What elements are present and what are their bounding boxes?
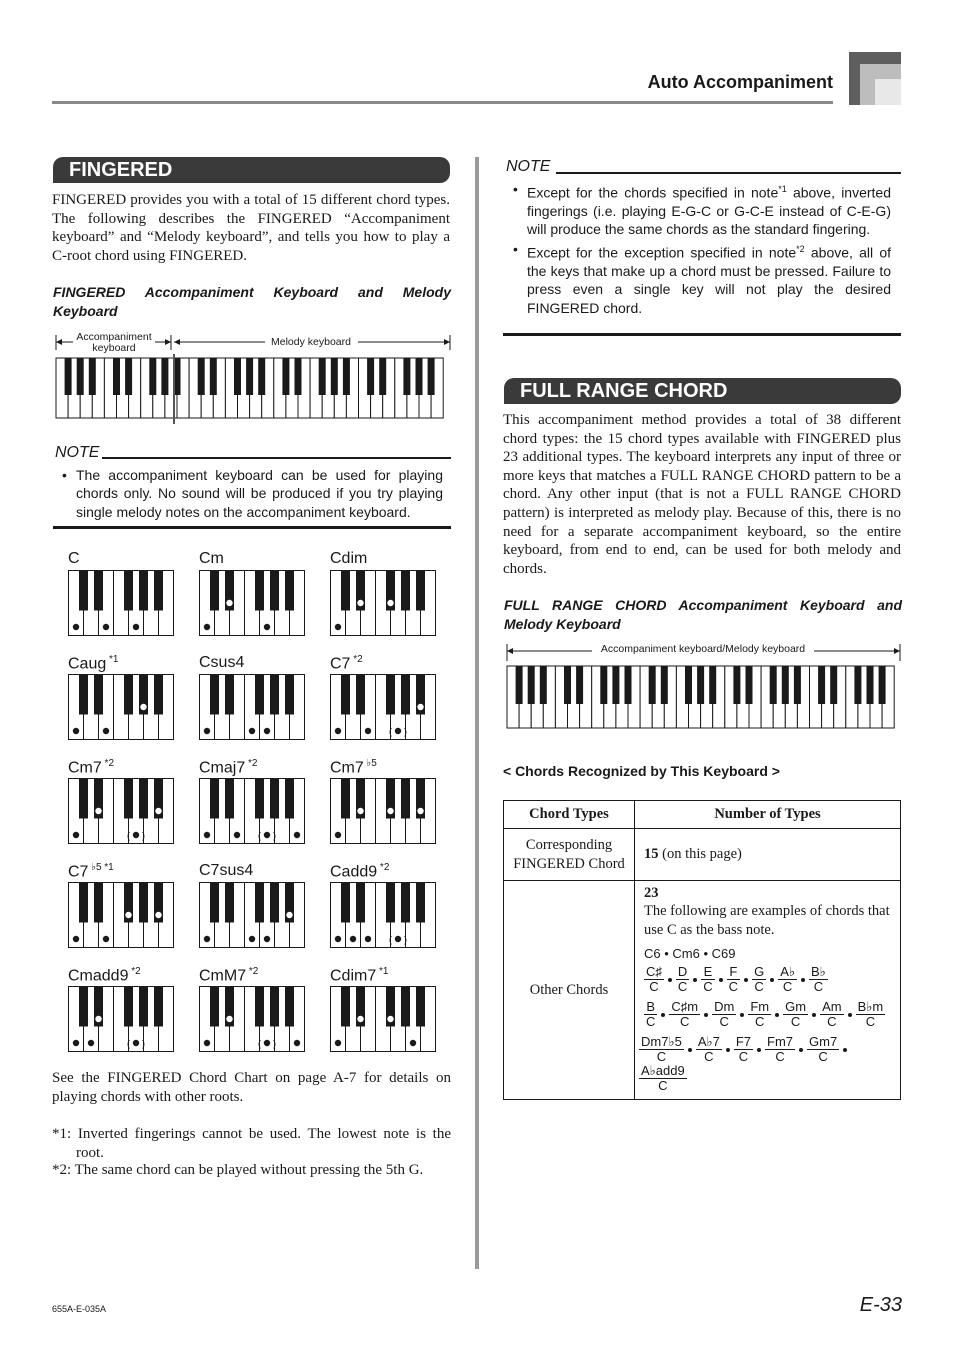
black-key [401, 779, 410, 819]
black-key [540, 666, 547, 704]
key-dot [249, 936, 255, 942]
chord-diagram [330, 674, 436, 742]
fingered-intro: FINGERED provides you with a total of 15 different chord types. The following describes the FINGERED “Accompaniment keyboard” and “Melody keyboard”, and tells you how to play a C-root chord using FINGERED. [52, 192, 450, 264]
black-key [416, 358, 423, 395]
black-key [125, 358, 132, 395]
chord-name: Csus4 [199, 654, 245, 671]
black-key [94, 883, 103, 923]
chord-chart-reference: See the FINGERED Chord Chart on page A-7 for details on playing chords with other roots. [52, 1070, 451, 1105]
key-dot [103, 936, 109, 942]
black-key [401, 987, 410, 1027]
slash-chord: $\frac{C♯}{C}$ [646, 964, 662, 994]
key-dot [395, 936, 401, 942]
chord-name: Cdim7 $^{*1}$ [330, 966, 389, 985]
black-key [794, 666, 801, 704]
key-dot [335, 936, 341, 942]
key-dot [387, 600, 393, 606]
key-dot [335, 624, 341, 630]
black-key [124, 571, 133, 611]
chord-diagram [330, 778, 436, 846]
black-key [341, 571, 350, 611]
row-fingered-label: Corresponding FINGERED Chord [504, 829, 635, 881]
right-note-rule [556, 172, 901, 174]
black-key [341, 779, 350, 819]
key-dot [286, 912, 292, 918]
black-key [285, 779, 294, 819]
separator-dot [688, 1048, 692, 1052]
key-dot [387, 808, 393, 814]
row-other-cell [635, 881, 901, 1100]
black-key [282, 358, 289, 395]
slash-chord: $\frac{Am}{C}$ [822, 999, 842, 1029]
black-key [77, 358, 84, 395]
black-key [612, 666, 619, 704]
black-key [79, 987, 88, 1027]
slash-chord: $\frac{C♯m}{C}$ [671, 999, 699, 1029]
key-dot [204, 936, 210, 942]
chord-diagram [199, 674, 305, 742]
black-key [319, 358, 326, 395]
black-key [65, 358, 72, 395]
chord-diagram [199, 570, 305, 638]
separator-dot [799, 1048, 803, 1052]
col-header-number: Number of Types [635, 801, 901, 829]
example-row-4 [639, 1035, 894, 1093]
key-dot [73, 832, 79, 838]
black-key [139, 883, 148, 923]
black-key [879, 666, 886, 704]
key-dot [133, 832, 139, 838]
black-key [154, 571, 163, 611]
key-dot [133, 1040, 139, 1046]
key-dot [140, 704, 146, 710]
example-row-2 [644, 965, 894, 994]
optional-paren: ( [127, 1038, 130, 1049]
key-dot [294, 1040, 300, 1046]
black-key [124, 987, 133, 1027]
black-key [94, 675, 103, 715]
black-key [564, 666, 571, 704]
black-key [149, 358, 156, 395]
separator-dot [661, 1013, 665, 1017]
slash-chord: $\frac{A♭}{C}$ [780, 964, 795, 994]
black-key [416, 571, 425, 611]
black-key [782, 666, 789, 704]
black-key [225, 883, 234, 923]
black-key [210, 883, 219, 923]
black-key [386, 675, 395, 715]
black-key [818, 666, 825, 704]
chord-diagram [330, 570, 436, 638]
black-key [79, 675, 88, 715]
optional-paren: ( [389, 934, 392, 945]
running-header: Auto Accompaniment [647, 72, 833, 92]
black-key [79, 779, 88, 819]
chord-name: Cm7 $^{♭5}$ [330, 758, 377, 777]
key-dot [417, 808, 423, 814]
right-note-end-rule [503, 333, 901, 336]
slash-chord: $\frac{E}{C}$ [703, 964, 713, 994]
black-key [79, 883, 88, 923]
chord-diagram [68, 674, 174, 742]
black-key [416, 883, 425, 923]
black-key [255, 987, 264, 1027]
black-key [356, 675, 365, 715]
chord-name: Cmaj7 $^{*2}$ [199, 758, 258, 777]
row-other-desc: The following are examples of chords that use C as the bass note. [644, 903, 890, 938]
slash-chord: $\frac{D}{C}$ [677, 964, 688, 994]
key-dot [417, 704, 423, 710]
chord-diagram [199, 986, 305, 1054]
chord-name: Cm [199, 550, 224, 567]
black-key [225, 675, 234, 715]
chord-diagram [199, 882, 305, 950]
key-dot [226, 600, 232, 606]
chord-name: C [68, 550, 80, 567]
page-number: E-33 [859, 1294, 902, 1316]
black-key [867, 666, 874, 704]
key-dot [73, 936, 79, 942]
key-dot [264, 1040, 270, 1046]
key-dot [350, 936, 356, 942]
slash-chord: $\frac{G}{C}$ [754, 964, 765, 994]
slash-chord: $\frac{\text{A♭add9}}{C}$ [641, 1063, 685, 1093]
black-key [210, 987, 219, 1027]
black-key [255, 883, 264, 923]
black-key [285, 987, 294, 1027]
black-key [285, 675, 294, 715]
chord-name: C7 $^{♭5 *1}$ [68, 862, 114, 881]
full-range-title: FULL RANGE CHORD [504, 378, 901, 404]
accompaniment-keyboard-label: Accompaniment keyboard [76, 331, 152, 354]
slash-chord: $\frac{A♭7}{C}$ [697, 1034, 720, 1064]
key-dot [234, 832, 240, 838]
slash-chord: $\frac{B♭}{C}$ [811, 964, 826, 994]
separator-dot [693, 978, 697, 982]
chord-name: C7 $^{*2}$ [330, 654, 363, 673]
chord-diagram [68, 986, 174, 1054]
slash-chord: $\frac{F}{C}$ [728, 964, 739, 994]
black-key [341, 883, 350, 923]
optional-paren: ) [273, 830, 276, 841]
slash-chord: $\frac{B♭m}{C}$ [857, 999, 884, 1029]
key-dot [357, 600, 363, 606]
key-dot [155, 808, 161, 814]
black-key [625, 666, 632, 704]
key-dot [73, 1040, 79, 1046]
chord-diagram [68, 570, 174, 638]
black-key [225, 779, 234, 819]
optional-paren: ) [142, 1038, 145, 1049]
key-dot [264, 624, 270, 630]
chord-diagram [199, 778, 305, 846]
fingered-title: FINGERED [53, 157, 450, 183]
black-key [401, 675, 410, 715]
slash-chord: $\frac{F7}{C}$ [735, 1034, 752, 1064]
black-key [210, 358, 217, 395]
optional-paren: ( [258, 830, 261, 841]
key-dot [357, 1016, 363, 1022]
chord-types-table [503, 800, 901, 1100]
black-key [416, 987, 425, 1027]
chord-diagram [330, 882, 436, 950]
black-key [89, 358, 96, 395]
footnote-2: *2: The same chord can be played without pressing the 5th G. [52, 1162, 424, 1178]
key-dot [103, 624, 109, 630]
separator-dot [726, 1048, 730, 1052]
key-dot [249, 728, 255, 734]
key-dot [395, 728, 401, 734]
chord-name: Cadd9 $^{*2}$ [330, 862, 390, 881]
key-dot [95, 808, 101, 814]
key-dot [387, 1016, 393, 1022]
black-key [830, 666, 837, 704]
black-key [343, 358, 350, 395]
black-key [210, 571, 219, 611]
corner-tab-inner2 [875, 79, 901, 105]
key-dot [335, 832, 341, 838]
optional-paren: ( [127, 830, 130, 841]
note-item: • The accompaniment keyboard can be used for playing chords only. No sound will be produced if you try playing single melody notes on the accompaniment keyboard. [59, 466, 443, 521]
key-dot [204, 624, 210, 630]
black-key [331, 358, 338, 395]
black-key [139, 779, 148, 819]
right-note-body [510, 180, 891, 318]
note-end-rule [53, 526, 451, 529]
optional-paren: ) [404, 934, 407, 945]
chord-name: C7sus4 [199, 862, 254, 879]
fingered-subhead: FINGERED Accompaniment Keyboard and Melody Keyboard [53, 284, 451, 319]
separator-dot [843, 1048, 847, 1052]
document-code: 655A-E-035A [52, 1304, 107, 1314]
black-key [600, 666, 607, 704]
key-dot [365, 936, 371, 942]
key-dot [264, 832, 270, 838]
slash-chord: $\frac{Fm}{C}$ [750, 999, 770, 1029]
black-key [210, 779, 219, 819]
key-dot [365, 728, 371, 734]
full-range-intro: This accompaniment method provides a total of 38 different chord types: the 15 chord types available with FINGERED plus 23 additional types. The keyboard interprets any input of three or more keys that matches a FULL RANGE CHORD pattern to be a chord. Any other input (that is not a FULL RANGE CHORD pattern) is interpreted as melody play. Because of this, there is no need for a separate accompaniment keyboard, so the entire keyboard, from end to end, can be used for both melody and chords. [503, 412, 901, 577]
black-key [697, 666, 704, 704]
chord-name: Cm7 $^{*2}$ [68, 758, 115, 777]
optional-paren: ( [389, 726, 392, 737]
separator-dot [704, 1013, 708, 1017]
black-key [246, 358, 253, 395]
black-key [124, 675, 133, 715]
slash-chord: $\frac{Fm7}{C}$ [767, 1034, 794, 1064]
right-note-item-2: • Except for the exception specified in note$^{*2}$ above, all of the keys that make up a chord must be pressed. Failure to press even a single key will not play the desired FINGERED chord. [510, 240, 891, 317]
black-key [234, 358, 241, 395]
black-key [210, 675, 219, 715]
black-key [516, 666, 523, 704]
right-note-label: NOTE [506, 158, 551, 175]
black-key [746, 666, 753, 704]
separator-dot [801, 978, 805, 982]
melody-keyboard-label: Melody keyboard [271, 336, 351, 348]
chord-diagram [68, 778, 174, 846]
chord-name: CmM7 $^{*2}$ [199, 966, 259, 985]
key-dot [88, 1040, 94, 1046]
key-dot [155, 912, 161, 918]
black-key [255, 571, 264, 611]
chord-name: Cmadd9 $^{*2}$ [68, 966, 141, 985]
chord-diagram [68, 882, 174, 950]
optional-paren: ) [142, 830, 145, 841]
key-dot [95, 1016, 101, 1022]
black-key [770, 666, 777, 704]
black-key [270, 987, 279, 1027]
key-dot [204, 728, 210, 734]
note-label: NOTE [55, 444, 100, 461]
example-line-1: C6 • Cm6 • C69 [644, 946, 736, 961]
black-key [154, 987, 163, 1027]
black-key [341, 675, 350, 715]
key-dot [204, 832, 210, 838]
row-other-label: Other Chords [504, 881, 635, 1100]
black-key [428, 358, 435, 395]
black-key [270, 675, 279, 715]
full-keyboard-label: Accompaniment keyboard/Melody keyboard [600, 643, 806, 655]
key-dot [133, 624, 139, 630]
key-dot [73, 624, 79, 630]
black-key [94, 571, 103, 611]
black-key [401, 571, 410, 611]
black-key [270, 571, 279, 611]
row-fingered-count: 15 (on this page) [635, 829, 901, 881]
note-body [59, 466, 443, 522]
black-key [576, 666, 583, 704]
slash-chord: $\frac{Gm}{C}$ [785, 999, 807, 1029]
black-key [270, 779, 279, 819]
key-dot [264, 728, 270, 734]
black-key [124, 779, 133, 819]
key-dot [204, 1040, 210, 1046]
chord-name: Caug $^{*1}$ [68, 654, 119, 673]
black-key [113, 358, 120, 395]
separator-dot [770, 978, 774, 982]
key-dot [335, 728, 341, 734]
black-key [255, 779, 264, 819]
slash-chord: $\frac{Dm}{C}$ [714, 999, 735, 1029]
black-key [341, 987, 350, 1027]
slash-chord: $\frac{Dm7♭5}{C}$ [641, 1034, 682, 1064]
black-key [154, 675, 163, 715]
black-key [733, 666, 740, 704]
black-key [356, 883, 365, 923]
black-key [685, 666, 692, 704]
black-key [854, 666, 861, 704]
separator-dot [740, 1013, 744, 1017]
key-dot [294, 832, 300, 838]
col-header-chord-types: Chord Types [504, 801, 635, 829]
table-caption: < Chords Recognized by This Keyboard > [503, 763, 780, 779]
example-row-3 [644, 1000, 894, 1029]
separator-dot [744, 978, 748, 982]
key-dot [103, 728, 109, 734]
black-key [161, 358, 168, 395]
optional-paren: ) [273, 1038, 276, 1049]
black-key [139, 987, 148, 1027]
key-dot [357, 808, 363, 814]
black-key [258, 358, 265, 395]
black-key [255, 675, 264, 715]
black-key [285, 571, 294, 611]
black-key [379, 358, 386, 395]
footnote-1: *1: Inverted fingerings cannot be used. The lowest note is the root. [52, 1126, 451, 1161]
separator-dot [775, 1013, 779, 1017]
separator-dot [848, 1013, 852, 1017]
black-key [403, 358, 410, 395]
slash-chord: $\frac{Gm7}{C}$ [809, 1034, 838, 1064]
key-dot [264, 936, 270, 942]
slash-chord: $\frac{B}{C}$ [646, 999, 656, 1029]
separator-dot [812, 1013, 816, 1017]
black-key [295, 358, 302, 395]
black-key [661, 666, 668, 704]
black-key [528, 666, 535, 704]
optional-paren: ( [258, 1038, 261, 1049]
key-dot [125, 912, 131, 918]
black-key [401, 883, 410, 923]
key-dot [73, 728, 79, 734]
column-divider [475, 157, 479, 1269]
black-key [649, 666, 656, 704]
black-key [386, 883, 395, 923]
black-key [198, 358, 205, 395]
row-other-count: 23 [644, 885, 659, 901]
key-dot [335, 1040, 341, 1046]
note-rule [102, 457, 451, 459]
chord-name: Cdim [330, 550, 368, 567]
full-range-subhead: FULL RANGE CHORD Accompaniment Keyboard and Melody Keyboard [504, 597, 902, 632]
black-key [367, 358, 374, 395]
black-key [139, 571, 148, 611]
black-key [79, 571, 88, 611]
separator-dot [668, 978, 672, 982]
key-dot [410, 1040, 416, 1046]
right-note-item-1: • Except for the chords specified in note$^{*1}$ above, inverted fingerings (i.e. playing E-G-C or G-C-E instead of C-E-G) will produce the same chords as the standard fingering. [510, 180, 891, 239]
chord-diagram [330, 986, 436, 1054]
separator-dot [757, 1048, 761, 1052]
header-rule [52, 101, 833, 104]
black-key [709, 666, 716, 704]
separator-dot [719, 978, 723, 982]
optional-paren: ) [404, 726, 407, 737]
key-dot [226, 1016, 232, 1022]
black-key [270, 883, 279, 923]
